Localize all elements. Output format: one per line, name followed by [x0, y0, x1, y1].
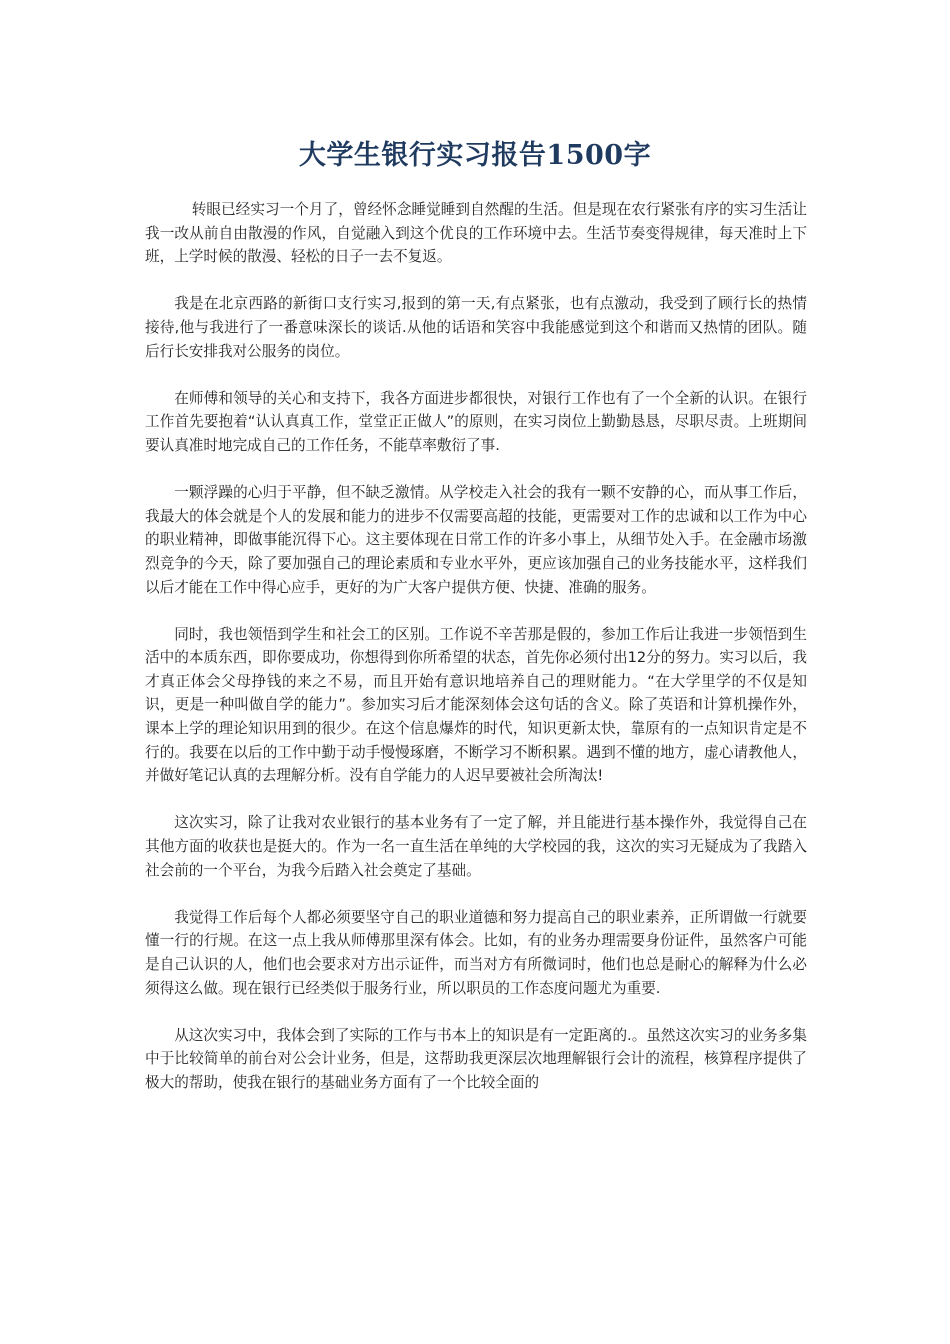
document-body — [145, 198, 807, 1118]
paragraph-1: 转眼已经实习一个月了，曾经怀念睡觉睡到自然醒的生活。但是现在农行紧张有序的实习生活让我一改从前自由散漫的作风，自觉融入到这个优良的工作环境中去。生活节奏变得规律，每天准时上下班，上学时候的散漫、轻松的日子一去不复返。 — [145, 201, 807, 266]
paragraph-5: 同时，我也领悟到学生和社会工的区别。工作说不辛苦那是假的，参加工作后让我进一步领悟到生活中的本质东西，即你要成功，你想得到你所希望的状态，首先你必须付出12分的努力。实习以后，我才真正体会父母挣钱的来之不易，而且开始有意识地培养自己的理财能力。“在大学里学的不仅是知识，更是一种叫做自学的能力”。参加实习后才能深刻体会这句话的含义。除了英语和计算机操作外，课本上学的理论知识用到的很少。在这个信息爆炸的时代，知识更新太快，靠原有的一点知识肯定是不行的。我要在以后的工作中勤于动手慢慢琢磨，不断学习不断积累。遇到不懂的地方，虚心请教他人，并做好笔记认真的去理解分析。没有自学能力的人迟早要被社会所淘汰! — [145, 625, 807, 785]
paragraph-6: 这次实习，除了让我对农业银行的基本业务有了一定了解，并且能进行基本操作外，我觉得自己在其他方面的收获也是挺大的。作为一名一直生活在单纯的大学校园的我，这次的实习无疑成为了我踏入社会前的一个平台，为我今后踏入社会奠定了基础。 — [145, 814, 807, 879]
paragraph-7: 我觉得工作后每个人都必须要坚守自己的职业道德和努力提高自己的职业素养，正所谓做一行就要懂一行的行规。在这一点上我从师傅那里深有体会。比如，有的业务办理需要身份证件，虽然客户可能是自己认识的人，他们也会要求对方出示证件，而当对方有所微词时，他们也总是耐心的解释为什么必须得这么做。现在银行已经类似于服务行业，所以职员的工作态度问题尤为重要. — [145, 908, 807, 997]
paragraph-3: 在师傅和领导的关心和支持下，我各方面进步都很快，对银行工作也有了一个全新的认识。在银行工作首先要抱着“认认真真工作，堂堂正正做人”的原则，在实习岗位上勤勤恳恳，尽职尽责。上班期间要认真准时地完成自己的工作任务，不能草率敷衍了事. — [145, 389, 807, 454]
document-title: 大学生银行实习报告1500字 — [298, 140, 652, 171]
paragraph-4: 一颗浮躁的心归于平静，但不缺乏激情。从学校走入社会的我有一颗不安静的心，而从事工作后，我最大的体会就是个人的发展和能力的进步不仅需要高超的技能，更需要对工作的忠诚和以工作为中心的职业精神，即做事能沉得下心。这主要体现在日常工作的许多小事上，从细节处入手。在金融市场激烈竞争的今天，除了要加强自己的理论素质和专业水平外，更应该加强自己的业务技能水平，这样我们以后才能在工作中得心应手，更好的为广大客户提供方便、快捷、准确的服务。 — [145, 484, 807, 596]
paragraph-2: 我是在北京西路的新街口支行实习,报到的第一天,有点紧张，也有点激动，我受到了顾行长的热情接待,他与我进行了一番意味深长的谈话.从他的话语和笑容中我能感觉到这个和谐而又热情的团队。随后行长安排我对公服务的岗位。 — [145, 295, 807, 360]
paragraph-8: 从这次实习中，我体会到了实际的工作与书本上的知识是有一定距离的.。虽然这次实习的业务多集中于比较简单的前台对公会计业务，但是，这帮助我更深层次地理解银行会计的流程，核算程序提供了极大的帮助，使我在银行的基础业务方面有了一个比较全面的 — [145, 1026, 807, 1091]
